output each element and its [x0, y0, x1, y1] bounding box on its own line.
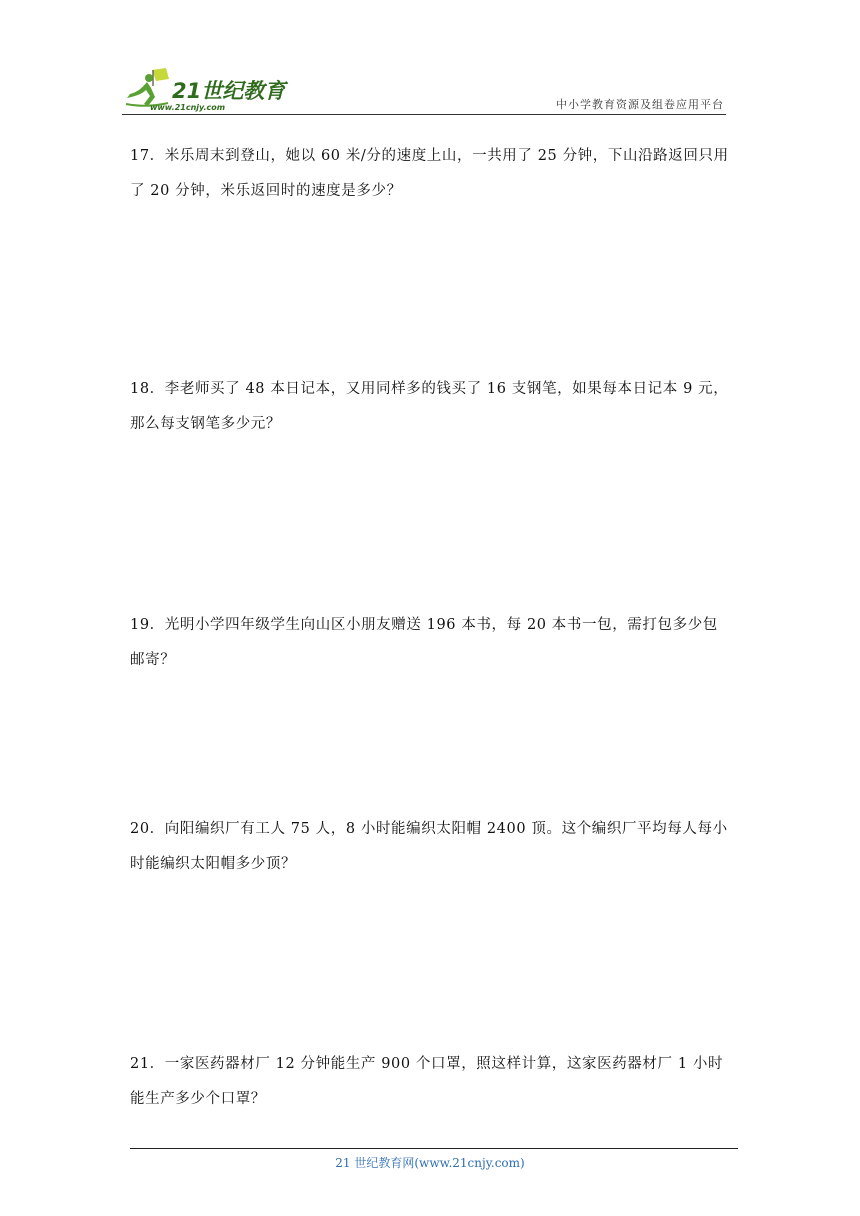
question-18: 18．李老师买了 48 本日记本，又用同样多的钱买了 16 支钢笔，如果每本日记本 9 元，那么每支钢笔多少元？	[130, 381, 729, 432]
question-20: 20．向阳编织厂有工人 75 人，8 小时能编织太阳帽 2400 顶。这个编织厂平均每人每小时能编织太阳帽多少顶？	[130, 821, 728, 872]
header-tagline: 中小学教育资源及组卷应用平台	[556, 98, 724, 111]
question-19: 19．光明小学四年级学生向山区小朋友赠送 196 本书，每 20 本书一包，需打包多少包邮寄？	[130, 617, 718, 668]
footer-divider	[130, 1148, 738, 1149]
site-logo	[122, 66, 292, 112]
runner-icon	[126, 68, 169, 106]
footer-site-link[interactable]: 21 世纪教育网(www.21cnjy.com)	[335, 1156, 525, 1170]
header-divider	[122, 114, 726, 115]
question-17: 17．米乐周末到登山，她以 60 米/分的速度上山，一共用了 25 分钟，下山沿路返回只用了 20 分钟，米乐返回时的速度是多少？	[130, 148, 729, 199]
page-header	[122, 66, 726, 118]
question-21: 21．一家医药器材厂 12 分钟能生产 900 个口罩，照这样计算，这家医药器材厂 1 小时能生产多少个口罩？	[130, 1056, 724, 1107]
logo-url: www.21cnjy.com	[150, 103, 226, 112]
logo-wordmark: 21世纪教育	[172, 79, 286, 103]
